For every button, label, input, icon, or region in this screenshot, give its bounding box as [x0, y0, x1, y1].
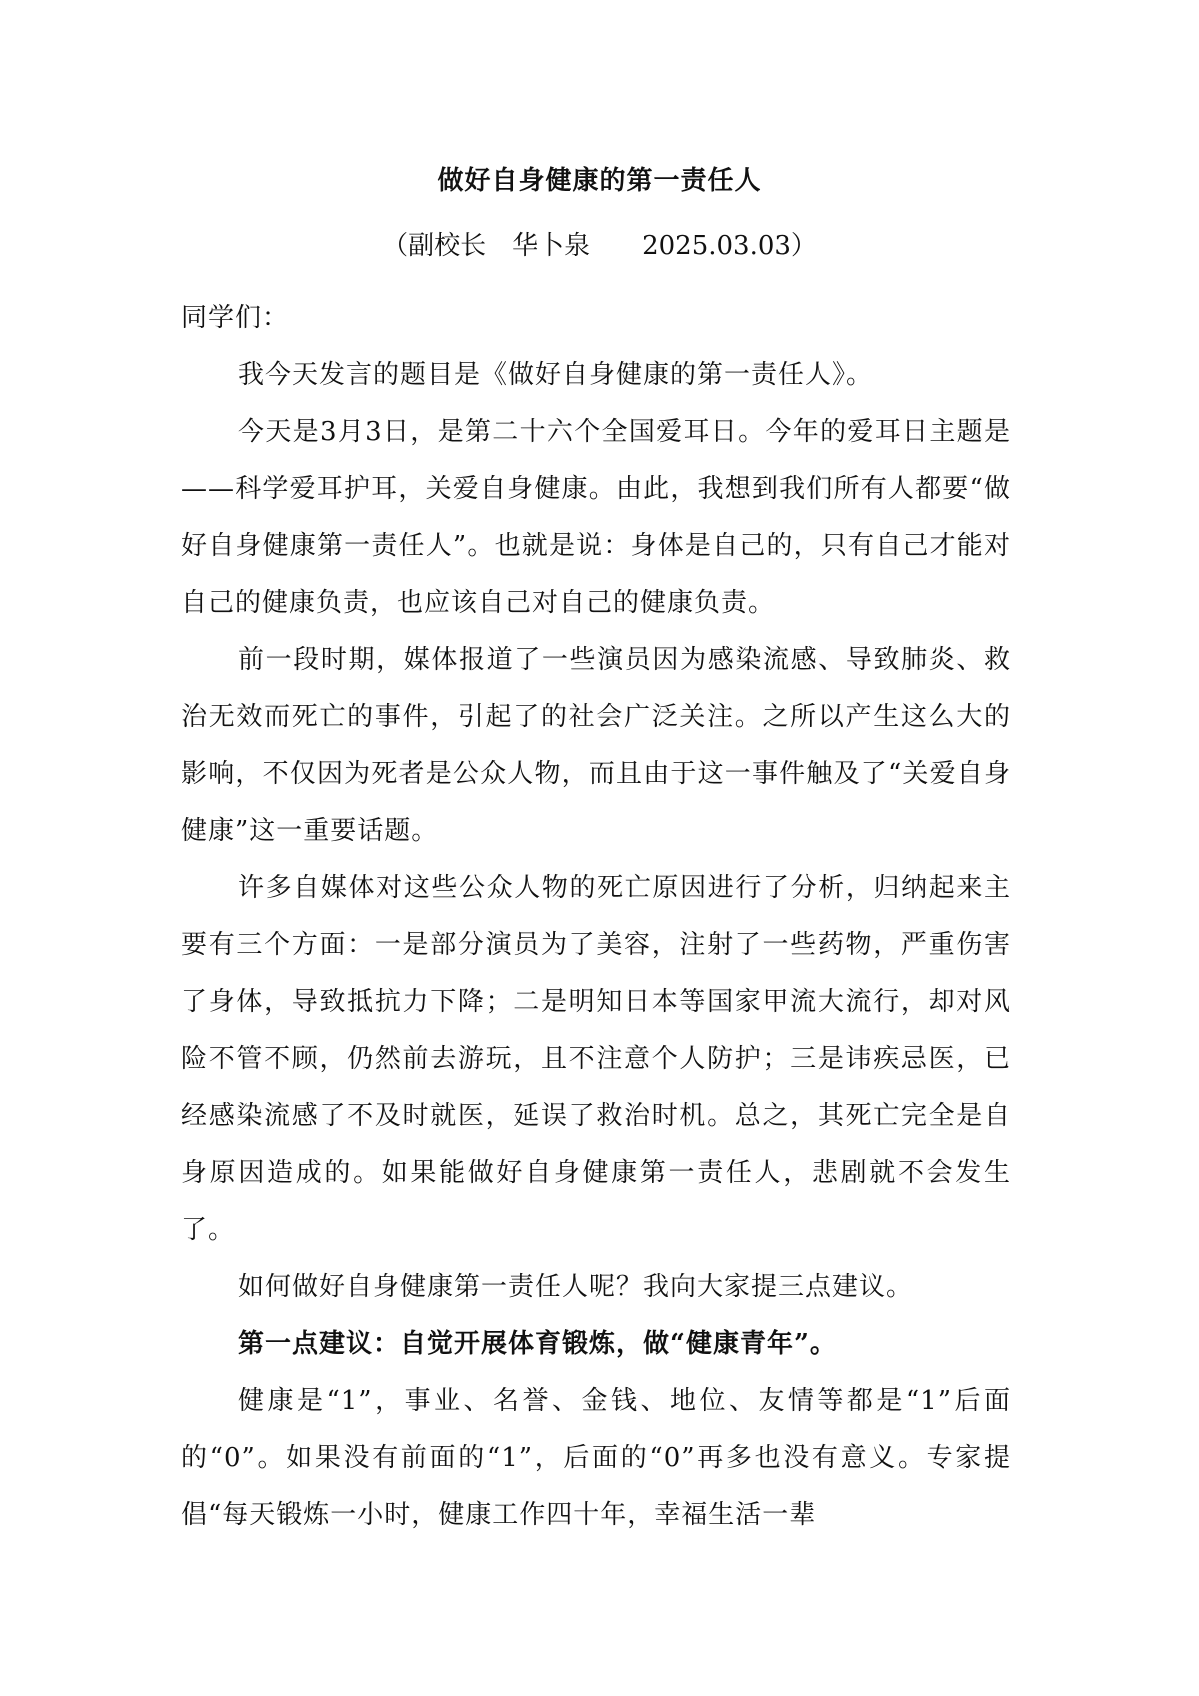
paragraph-media-report: 前一段时期，媒体报道了一些演员因为感染流感、导致肺炎、救治无效而死亡的事件，引起了的社会广泛关注。之所以产生这么大的影响，不仅因为死者是公众人物，而且由于这一事件触及了“关爱自身健康”这一重要话题。 — [181, 645, 1011, 846]
document-body — [181, 290, 1011, 1544]
paragraph-ear-day: 今天是3月3日，是第二十六个全国爱耳日。今年的爱耳日主题是——科学爱耳护耳，关爱自身健康。由此，我想到我们所有人都要“做好自身健康第一责任人”。也就是说：身体是自己的，只有自己才能对自己的健康负责，也应该自己对自己的健康负责。 — [181, 417, 1011, 618]
paragraph-causes: 许多自媒体对这些公众人物的死亡原因进行了分析，归纳起来主要有三个方面：一是部分演员为了美容，注射了一些药物，严重伤害了身体，导致抵抗力下降；二是明知日本等国家甲流大流行，却对风险不管不顾，仍然前去游玩，且不注意个人防护；三是讳疾忌医，已经感染流感了不及时就医，延误了救治时机。总之，其死亡完全是自身原因造成的。如果能做好自身健康第一责任人，悲剧就不会发生了。 — [181, 873, 1011, 1245]
document-byline: （副校长 华卜泉 2025.03.03） — [382, 231, 817, 261]
suggestion-heading-1: 第一点建议：自觉开展体育锻炼，做“健康青年”。 — [238, 1329, 837, 1359]
document-title: 做好自身健康的第一责任人 — [437, 166, 762, 196]
paragraph-health-one: 健康是“1”，事业、名誉、金钱、地位、友情等都是“1”后面的“0”。如果没有前面的“1”，后面的“0”再多也没有意义。专家提倡“每天锻炼一小时，健康工作四十年，幸福生活一辈 — [181, 1386, 1011, 1530]
paragraph-suggestions-intro: 如何做好自身健康第一责任人呢？我向大家提三点建议。 — [238, 1272, 914, 1302]
salutation: 同学们： — [181, 303, 290, 333]
paragraph-topic: 我今天发言的题目是《做好自身健康的第一责任人》。 — [238, 360, 874, 390]
